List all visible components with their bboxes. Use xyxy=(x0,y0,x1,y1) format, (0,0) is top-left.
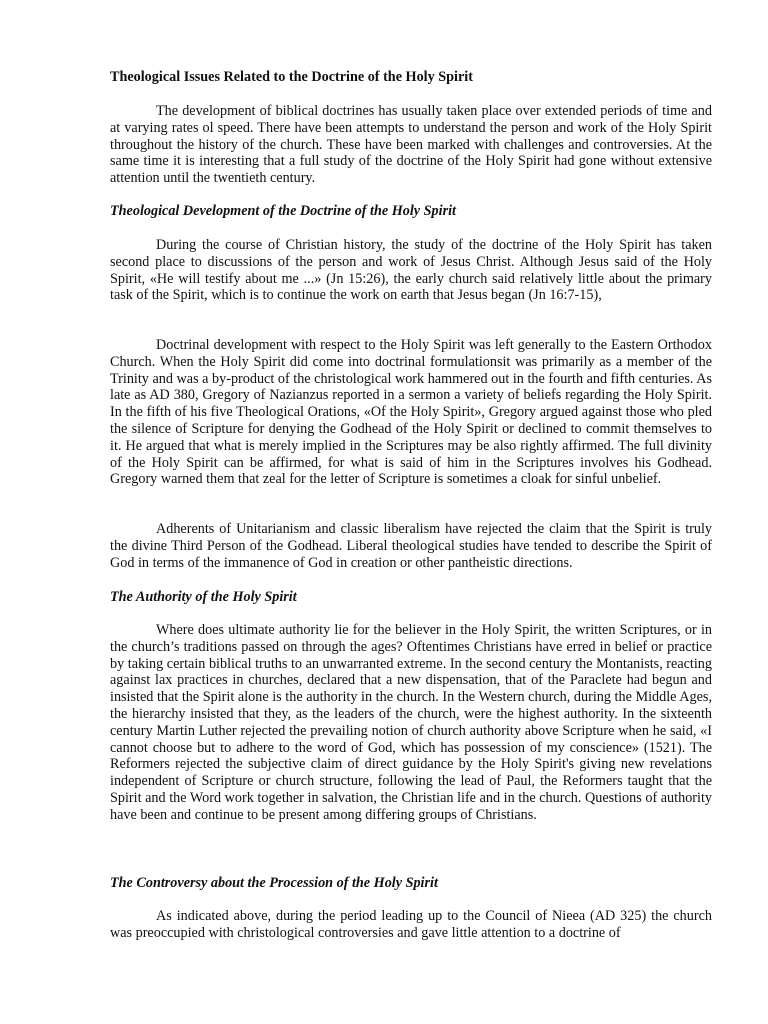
section-heading-theological-development: Theological Development of the Doctrine of the Holy Spirit xyxy=(110,203,456,219)
paragraph-eastern-orthodox-development: Doctrinal development with respect to the Holy Spirit was left generally to the Eastern Orthodox Church. When the Holy Spirit did come into doctrinal formulationsit was primarily as a member of the Trinity and was a by-product of the christological work hammered out in the fourth and fifth centuries. As late as AD 380, Gregory of Nazianzus reported in a sermon a variety of beliefs regarding the Holy Spirit. In the fifth of his five Theological Orations, «Of the Holy Spirit», Gregory argued against those who pled the silence of Scripture for denying the Godhead of the Holy Spirit or declined to commit themselves to it. He argued that what is merely implied in the Scriptures may be also rightly affirmed. The full divinity of the Holy Spirit can be affirmed, for what is said of him in the Scriptures involves his Godhead. Gregory warned them that zeal for the letter of Scripture is sometimes a cloak for sinful unbelief. xyxy=(110,337,712,488)
paragraph-ultimate-authority: Where does ultimate authority lie for the believer in the Holy Spirit, the written Scriptures, or in the church’s traditions passed on through the ages? Oftentimes Christians have erred in belief or practice by taking certain biblical truths to an unwarranted extreme. In the second century the Montanists, reacting against lax practices in churches, declared that a new dispensation, that of the Paraclete had begun and insisted that the Spirit alone is the authority in the church. In the Western church, during the Middle Ages, the hierarchy insisted that they, as the leaders of the church, were the highest authority. In the sixteenth century Martin Luther rejected the prevailing notion of church authority above Scripture when he said, «I cannot choose but to adhere to the word of God, which has possession of my conscience» (1521). The Reformers rejected the subjective claim of direct guidance by the Holy Spirit's giving new revelations independent of Scripture or church structure, following the lead of Paul, the Reformers taught that the Spirit and the Word work together in salvation, the Christian life and in the church. Questions of authority have been and continue to be present among differing groups of Christians. xyxy=(110,622,712,823)
section-heading-authority: The Authority of the Holy Spirit xyxy=(110,589,297,605)
section-heading-procession-controversy: The Controversy about the Procession of the Holy Spirit xyxy=(110,875,438,891)
paragraph-council-of-nicaea: As indicated above, during the period leading up to the Council of Nieea (AD 325) the church was preoccupied with christological controversies and gave little attention to a doctrine of xyxy=(110,908,712,941)
paragraph-development-of-doctrines: The development of biblical doctrines has usually taken place over extended periods of time and at varying rates ol speed. There have been attempts to understand the person and work of the Holy Spirit throughout the history of the church. These have been marked with challenges and controversies. At the same time it is interesting that a full study of the doctrine of the Holy Spirit had gone without extensive attention until the twentieth century. xyxy=(110,103,712,187)
document-title: Theological Issues Related to the Doctrine of the Holy Spirit xyxy=(110,69,473,85)
paragraph-unitarianism-liberalism: Adherents of Unitarianism and classic liberalism have rejected the claim that the Spirit is truly the divine Third Person of the Godhead. Liberal theological studies have tended to describe the Spirit of God in terms of the immanence of God in creation or other pantheistic directions. xyxy=(110,521,712,571)
paragraph-second-place-to-christology: During the course of Christian history, the study of the doctrine of the Holy Spirit has taken second place to discussions of the person and work of Jesus Christ. Although Jesus said of the Holy Spirit, «He will testify about me ...» (Jn 15:26), the early church said relatively little about the primary task of the Spirit, which is to continue the work on earth that Jesus began (Jn 16:7-15), xyxy=(110,237,712,304)
